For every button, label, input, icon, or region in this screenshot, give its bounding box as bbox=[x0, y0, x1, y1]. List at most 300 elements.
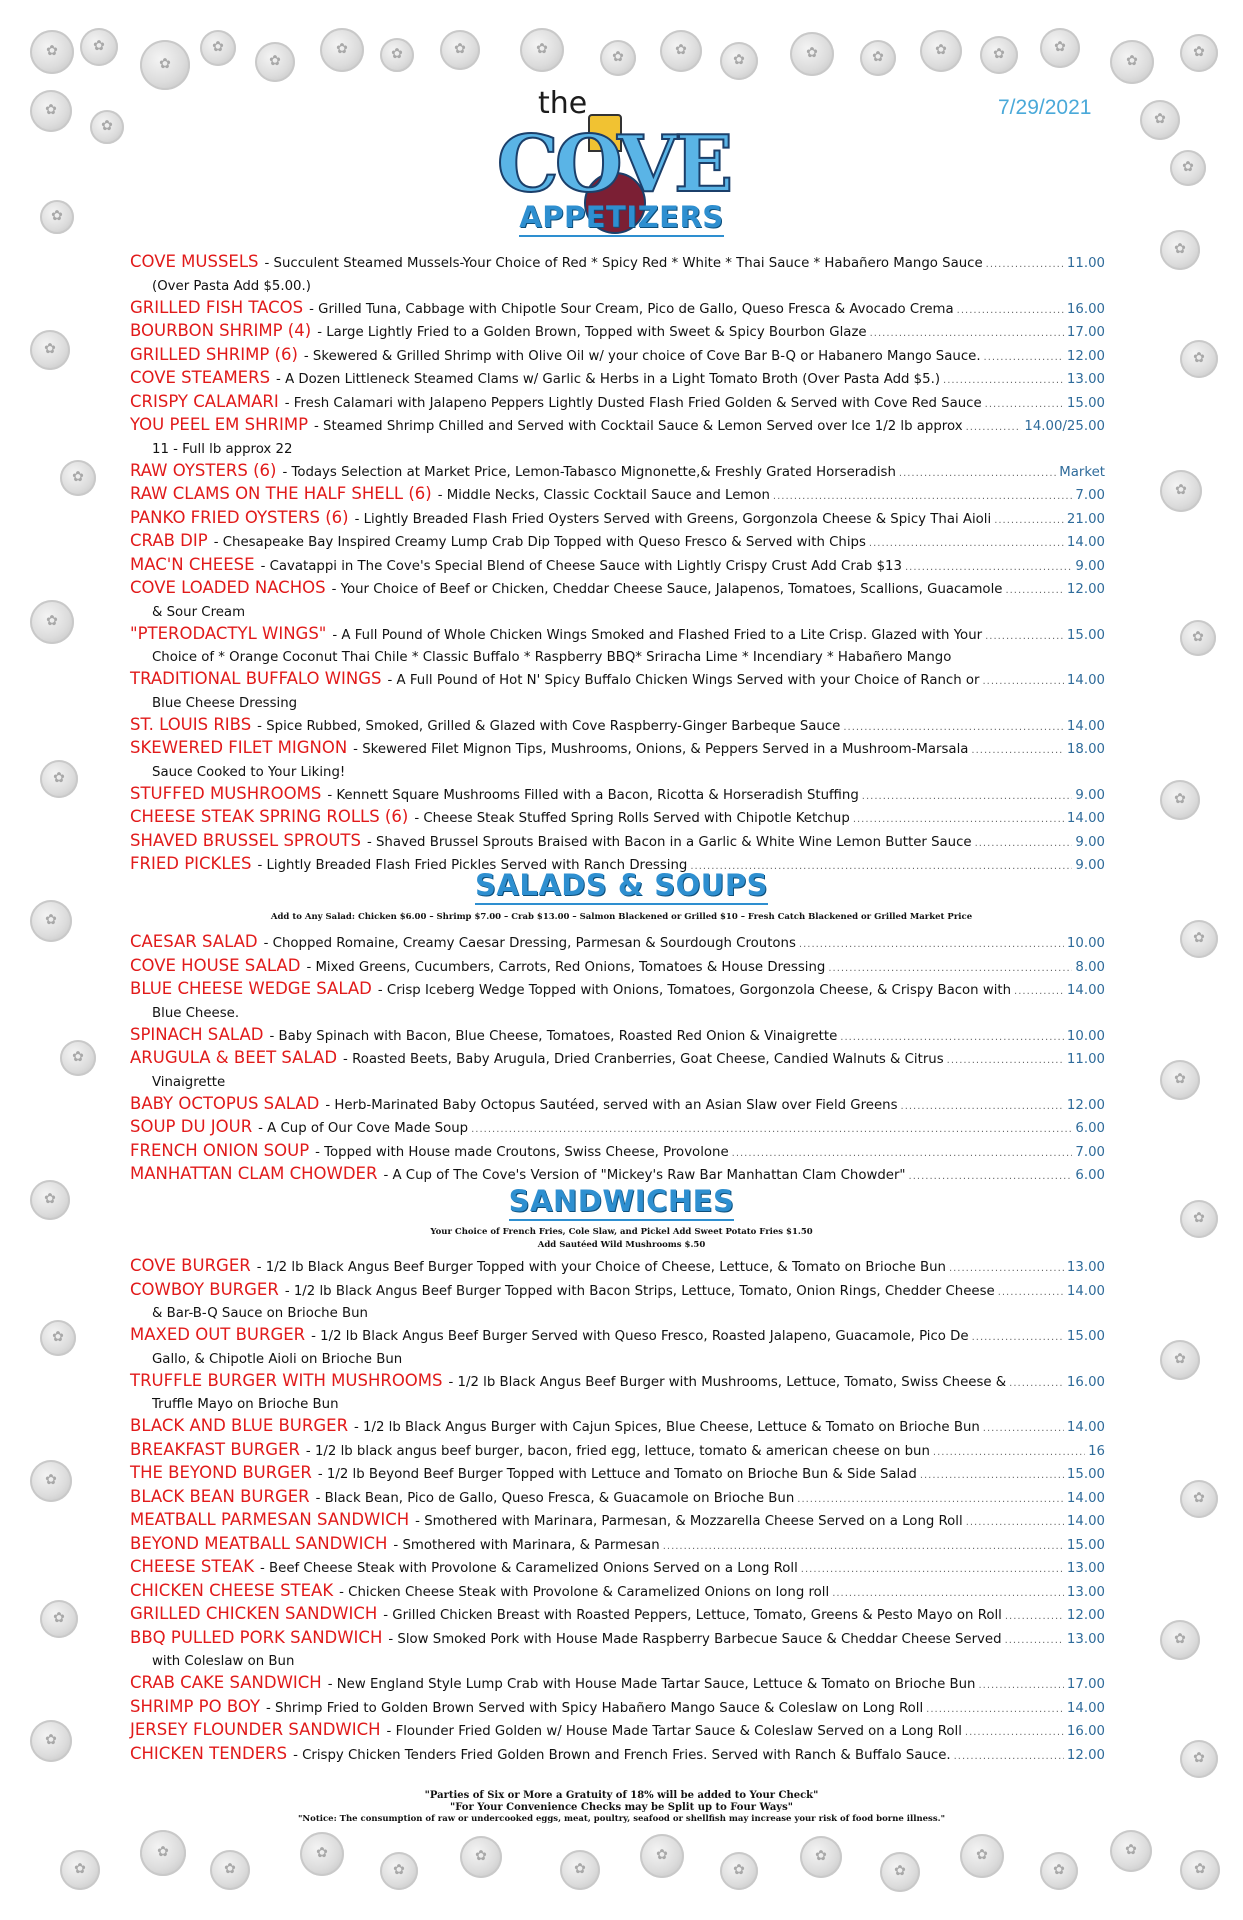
leader-dots bbox=[471, 1124, 1072, 1135]
menu-item-name: GRILLED CHICKEN SANDWICH bbox=[130, 1604, 378, 1623]
sand-dollar-decoration bbox=[1160, 470, 1202, 512]
sand-dollar-decoration bbox=[1180, 920, 1218, 958]
menu-item-price: 15.00 bbox=[1066, 1537, 1105, 1553]
sand-dollar-decoration bbox=[800, 1836, 842, 1878]
menu-item-name: CRAB DIP bbox=[130, 531, 208, 550]
menu-item-description: - Fresh Calamari with Jalapeno Peppers Lightly Dusted Flash Fried Golden & Served with Cove Red Sauce bbox=[284, 395, 982, 411]
sand-dollar-decoration bbox=[1110, 40, 1154, 84]
menu-item bbox=[130, 555, 1105, 579]
menu-item bbox=[130, 1094, 1105, 1118]
menu-item-description: - Cheese Steak Stuffed Spring Rolls Served with Chipotle Ketchup bbox=[414, 811, 850, 826]
menu-item-name: COVE MUSSELS bbox=[130, 252, 259, 271]
leader-dots bbox=[799, 939, 1064, 950]
sand-dollar-decoration bbox=[860, 40, 896, 76]
menu-item-description: - Kennett Square Mushrooms Filled with a Bacon, Ricotta & Horseradish Stuffing bbox=[327, 787, 859, 803]
menu-item bbox=[130, 956, 1105, 980]
menu-item-price: 6.00 bbox=[1075, 1168, 1105, 1183]
menu-item-price: 15.00 bbox=[1066, 1329, 1105, 1344]
menu-item-description: - Lightly Breaded Flash Fried Oysters Served with Greens, Gorgonzola Cheese & Spicy Thai Aioli bbox=[354, 511, 992, 527]
menu-item-name: BBQ PULLED PORK SANDWICH bbox=[130, 1627, 383, 1647]
leader-dots bbox=[801, 1564, 1064, 1575]
leader-dots bbox=[843, 722, 1064, 733]
menu-item bbox=[130, 1256, 1105, 1280]
menu-item bbox=[130, 508, 1105, 532]
menu-item bbox=[130, 298, 1105, 322]
menu-item-description-continued: 11 - Full lb approx 22 bbox=[152, 441, 293, 457]
menu-item-price: 9.00 bbox=[1075, 558, 1105, 574]
sand-dollar-decoration bbox=[440, 30, 480, 70]
menu-item bbox=[130, 1463, 1105, 1487]
leader-dots bbox=[905, 562, 1072, 573]
menu-item bbox=[130, 1628, 1105, 1674]
menu-item bbox=[130, 979, 1105, 1025]
menu-item-description: - Steamed Shrimp Chilled and Served with Cocktail Sauce & Lemon Served over Ice 1/2 lb approx bbox=[314, 419, 963, 434]
menu-item-description: - Cavatappi in The Cove's Special Blend of Cheese Sauce with Lightly Crispy Crust Add Crab $13 bbox=[260, 558, 902, 574]
menu-item-name: SOUP DU JOUR bbox=[130, 1117, 253, 1136]
sand-dollar-decoration bbox=[40, 1320, 76, 1356]
menu-item-description: - Black Bean, Pico de Gallo, Queso Fresca, & Guacamole on Brioche Bun bbox=[315, 1490, 795, 1506]
leader-dots bbox=[870, 328, 1064, 339]
leader-dots bbox=[965, 1727, 1064, 1738]
menu-item-description-continued: (Over Pasta Add $5.00.) bbox=[152, 278, 311, 294]
sandwich-sides-note: Your Choice of French Fries, Cole Slaw, and Pickel Add Sweet Potato Fries $1.50 bbox=[430, 1227, 813, 1237]
menu-item bbox=[130, 784, 1105, 808]
menu-item bbox=[130, 1117, 1105, 1141]
menu-item-description: - Smothered with Marinara, Parmesan, & Mozzarella Cheese Served on a Long Roll bbox=[415, 1514, 963, 1529]
menu-item-description: - Slow Smoked Pork with House Made Raspberry Barbecue Sauce & Cheddar Cheese Served bbox=[388, 1631, 1002, 1647]
menu-item-price: 12.00 bbox=[1066, 582, 1105, 597]
split-check-note: "For Your Convenience Checks may be Split up to Four Ways" bbox=[450, 1802, 793, 1813]
menu-date: 7/29/2021 bbox=[998, 96, 1092, 119]
menu-item-name: GRILLED FISH TACOS bbox=[130, 297, 304, 317]
sand-dollar-decoration bbox=[880, 1852, 920, 1892]
menu-item-description: - A Cup of The Cove's Version of "Mickey's Raw Bar Manhattan Clam Chowder" bbox=[383, 1168, 906, 1183]
sand-dollar-decoration bbox=[320, 28, 364, 72]
menu-item-description: - Crisp Iceberg Wedge Topped with Onions, Tomatoes, Gorgonzola Cheese, & Crispy Bacon with bbox=[377, 983, 1012, 998]
menu-item-price: 16.00 bbox=[1066, 1724, 1105, 1739]
menu-item-price: 12.00 bbox=[1066, 348, 1105, 364]
menu-item-name: ARUGULA & BEET SALAD bbox=[130, 1048, 338, 1067]
menu-item-description-continued: Vinaigrette bbox=[152, 1074, 226, 1090]
sand-dollar-decoration bbox=[1180, 34, 1218, 72]
sand-dollar-decoration bbox=[210, 1850, 250, 1890]
sand-dollar-decoration bbox=[1040, 1852, 1078, 1890]
sand-dollar-decoration bbox=[520, 28, 564, 72]
sand-dollar-decoration bbox=[1160, 1060, 1200, 1100]
menu-item-description: - Crispy Chicken Tenders Fried Golden Brown and French Fries. Served with Ranch & Buffalo Sauce. bbox=[293, 1747, 951, 1763]
menu-item-price: 14.00 bbox=[1066, 535, 1105, 550]
sand-dollar-decoration bbox=[1140, 100, 1180, 140]
menu-item bbox=[130, 1673, 1105, 1697]
leader-dots bbox=[901, 1101, 1064, 1112]
menu-item-name: STUFFED MUSHROOMS bbox=[130, 783, 322, 803]
menu-item bbox=[130, 1720, 1105, 1744]
menu-item-price: 15.00 bbox=[1066, 395, 1105, 411]
sand-dollar-decoration bbox=[460, 1836, 502, 1878]
menu-item-name: SPINACH SALAD bbox=[130, 1024, 264, 1044]
menu-item bbox=[130, 1280, 1105, 1326]
menu-item-description: - Roasted Beets, Baby Arugula, Dried Cranberries, Goat Cheese, Candied Walnuts & Citrus bbox=[343, 1052, 944, 1067]
sandwiches-list bbox=[130, 1256, 1105, 1767]
menu-item-name: YOU PEEL EM SHRIMP bbox=[130, 415, 309, 434]
menu-item-price: 10.00 bbox=[1066, 1028, 1105, 1044]
menu-item-name: COVE STEAMERS bbox=[130, 368, 271, 387]
menu-item bbox=[130, 831, 1105, 855]
menu-item-price: 12.00 bbox=[1066, 1747, 1105, 1763]
leader-dots bbox=[920, 1470, 1064, 1481]
menu-item-price: 14.00 bbox=[1066, 718, 1105, 734]
menu-item-price: 14.00/25.00 bbox=[1024, 419, 1105, 434]
leader-dots bbox=[971, 745, 1064, 756]
menu-item-description: - 1/2 lb Black Angus Beef Burger Topped with your Choice of Cheese, Lettuce, & Tomato on Brioche Bun bbox=[256, 1260, 946, 1275]
menu-item-description: - Skewered & Grilled Shrimp with Olive Oil w/ your choice of Cove Bar B-Q or Habanero Mango Sauce. bbox=[303, 348, 981, 364]
sand-dollar-decoration bbox=[1040, 28, 1080, 68]
sand-dollar-decoration bbox=[60, 1850, 100, 1890]
sand-dollar-decoration bbox=[200, 30, 236, 66]
menu-item-name: BEYOND MEATBALL SANDWICH bbox=[130, 1533, 388, 1553]
menu-item-name: TRADITIONAL BUFFALO WINGS bbox=[130, 669, 382, 688]
menu-item bbox=[130, 1581, 1105, 1605]
menu-item-name: SHRIMP PO BOY bbox=[130, 1696, 261, 1716]
food-safety-notice: "Notice: The consumption of raw or undercooked eggs, meat, poultry, seafood or shellfish may increase your risk of food borne illness." bbox=[297, 1814, 946, 1824]
menu-item bbox=[130, 1487, 1105, 1511]
salads-soups-heading: SALADS & SOUPS bbox=[0, 868, 1243, 902]
salad-addons-note: Add to Any Salad: Chicken $6.00 – Shrimp $7.00 – Crab $13.00 – Salmon Blackened or Grilled $10 – Fresh Catch Blackened or Grilled Market Price bbox=[270, 912, 973, 922]
menu-item-name: COVE HOUSE SALAD bbox=[130, 955, 301, 975]
menu-item bbox=[130, 1604, 1105, 1628]
menu-item-name: CHEESE STEAK SPRING ROLLS (6) bbox=[130, 807, 409, 826]
menu-item-price: 17.00 bbox=[1066, 325, 1105, 340]
sand-dollar-decoration bbox=[30, 30, 74, 74]
sand-dollar-decoration bbox=[140, 1830, 186, 1876]
menu-item-description: - 1/2 lb Black Angus Beef Burger with Mushrooms, Lettuce, Tomato, Swiss Cheese & bbox=[448, 1374, 1007, 1390]
sand-dollar-decoration bbox=[1180, 620, 1216, 656]
menu-item-name: ST. LOUIS RIBS bbox=[130, 714, 252, 734]
leader-dots bbox=[1005, 585, 1063, 596]
leader-dots bbox=[984, 352, 1064, 363]
leader-dots bbox=[933, 1447, 1085, 1458]
menu-item-price: 15.00 bbox=[1066, 1467, 1105, 1482]
menu-item-description: - 1/2 lb Black Angus Beef Burger Served with Queso Fresco, Roasted Jalapeno, Guacamole, Pico De bbox=[311, 1329, 969, 1344]
menu-item-price: 17.00 bbox=[1066, 1677, 1105, 1692]
menu-item-name: BOURBON SHRIMP (4) bbox=[130, 321, 312, 340]
menu-item-description-continued: & Bar-B-Q Sauce on Brioche Bun bbox=[152, 1306, 368, 1321]
menu-item-price: 13.00 bbox=[1066, 1260, 1105, 1275]
menu-item-description: - 1/2 lb Black Angus Burger with Cajun Spices, Blue Cheese, Lettuce & Tomato on Brioche Bun bbox=[354, 1420, 980, 1435]
menu-item-description: - Chicken Cheese Steak with Provolone & Caramelized Onions on long roll bbox=[339, 1584, 830, 1600]
menu-item-description: - Skewered Filet Mignon Tips, Mushrooms, Onions, & Peppers Served in a Mushroom-Marsala bbox=[353, 742, 969, 757]
menu-item-description: - A Dozen Littleneck Steamed Clams w/ Garlic & Herbs in a Light Tomato Broth (Over Pasta Add $5.) bbox=[276, 372, 941, 387]
menu-item-description: - Chopped Romaine, Creamy Caesar Dressing, Parmesan & Sourdough Croutons bbox=[263, 936, 796, 951]
gratuity-note: "Parties of Six or More a Gratuity of 18% will be added to Your Check" bbox=[424, 1790, 819, 1801]
leader-dots bbox=[853, 814, 1064, 825]
leader-dots bbox=[1014, 986, 1064, 997]
menu-item bbox=[130, 1510, 1105, 1534]
sand-dollar-decoration bbox=[1180, 1480, 1218, 1518]
menu-item bbox=[130, 368, 1105, 392]
menu-item bbox=[130, 1141, 1105, 1165]
sand-dollar-decoration bbox=[40, 760, 78, 798]
menu-item-description: - Baby Spinach with Bacon, Blue Cheese, Tomatoes, Roasted Red Onion & Vinaigrette bbox=[269, 1028, 838, 1044]
menu-item-price: 15.00 bbox=[1066, 627, 1105, 643]
menu-item bbox=[130, 807, 1105, 831]
menu-item bbox=[130, 531, 1105, 555]
leader-dots bbox=[975, 838, 1073, 849]
menu-item-description-continued: with Coleslaw on Bun bbox=[152, 1654, 295, 1669]
menu-item-description: - Beef Cheese Steak with Provolone & Caramelized Onions Served on a Long Roll bbox=[260, 1561, 798, 1576]
menu-item-price: 14.00 bbox=[1066, 673, 1105, 688]
menu-item-name: TRUFFLE BURGER WITH MUSHROOMS bbox=[130, 1370, 443, 1390]
menu-item-description: - Shaved Brussel Sprouts Braised with Bacon in a Garlic & White Wine Lemon Butter Sauce bbox=[366, 834, 972, 850]
menu-item-price: 21.00 bbox=[1066, 511, 1105, 527]
menu-item-description: - 1/2 lb Black Angus Beef Burger Topped with Bacon Strips, Lettuce, Tomato, Onion Rings, Chedder Cheese bbox=[284, 1283, 995, 1299]
menu-item-price: 10.00 bbox=[1066, 936, 1105, 951]
menu-item-name: BLACK BEAN BURGER bbox=[130, 1486, 310, 1506]
leader-dots bbox=[828, 963, 1072, 974]
menu-item-name: BLUE CHEESE WEDGE SALAD bbox=[130, 979, 372, 998]
menu-item-name: FRIED PICKLES bbox=[130, 854, 252, 873]
sand-dollar-decoration bbox=[60, 460, 96, 496]
menu-item-price: Market bbox=[1059, 464, 1105, 480]
menu-item-name: JERSEY FLOUNDER SANDWICH bbox=[130, 1720, 381, 1739]
menu-item-price: 13.00 bbox=[1066, 1631, 1105, 1647]
sand-dollar-decoration bbox=[1180, 1740, 1218, 1778]
menu-item bbox=[130, 738, 1105, 784]
sand-dollar-decoration bbox=[30, 600, 74, 644]
sand-dollar-decoration bbox=[1170, 150, 1206, 186]
leader-dots bbox=[994, 515, 1064, 526]
menu-item bbox=[130, 669, 1105, 715]
sand-dollar-decoration bbox=[640, 1834, 684, 1878]
menu-item-price: 8.00 bbox=[1075, 959, 1105, 975]
leader-dots bbox=[947, 1055, 1064, 1066]
leader-dots bbox=[1009, 1378, 1064, 1389]
sand-dollar-decoration bbox=[30, 1460, 72, 1502]
sandwich-mushroom-note: Add Sautéed Wild Mushrooms $.50 bbox=[537, 1240, 706, 1250]
menu-item-description: - A Full Pound of Whole Chicken Wings Smoked and Flashed Fried to a Lite Crisp. Glazed with Your bbox=[332, 627, 983, 643]
menu-item-description: - A Cup of Our Cove Made Soup bbox=[258, 1121, 469, 1136]
menu-item-description: - Your Choice of Beef or Chicken, Cheddar Cheese Sauce, Jalapenos, Tomatoes, Scallions, Guacamole bbox=[331, 582, 1003, 597]
logo-word-cove: COVE bbox=[496, 119, 730, 210]
menu-item-price: 18.00 bbox=[1066, 742, 1105, 757]
leader-dots bbox=[943, 375, 1064, 386]
menu-item bbox=[130, 252, 1105, 298]
sand-dollar-decoration bbox=[30, 1720, 72, 1762]
sand-dollar-decoration bbox=[790, 32, 834, 76]
leader-dots bbox=[926, 1704, 1064, 1715]
menu-item-name: MAC'N CHEESE bbox=[130, 554, 255, 574]
menu-item-description: - Lightly Breaded Flash Fried Pickles Served with Ranch Dressing bbox=[257, 858, 688, 873]
menu-item-description-continued: & Sour Cream bbox=[152, 604, 246, 620]
menu-item-name: BREAKFAST BURGER bbox=[130, 1439, 300, 1459]
menu-item bbox=[130, 321, 1105, 345]
menu-item bbox=[130, 392, 1105, 416]
menu-item-price: 9.00 bbox=[1075, 858, 1105, 873]
leader-dots bbox=[1005, 1635, 1064, 1646]
menu-item-description: - A Full Pound of Hot N' Spicy Buffalo Chicken Wings Served with your Choice of Ranch or bbox=[387, 673, 980, 688]
leader-dots bbox=[862, 791, 1073, 802]
menu-item-price: 11.00 bbox=[1066, 256, 1105, 271]
menu-item bbox=[130, 1025, 1105, 1049]
menu-item-price: 7.00 bbox=[1075, 488, 1105, 503]
leader-dots bbox=[982, 676, 1063, 687]
leader-dots bbox=[985, 399, 1064, 410]
menu-item-description-continued: Blue Cheese. bbox=[152, 1005, 240, 1021]
menu-item-name: COVE BURGER bbox=[130, 1256, 251, 1275]
salads-list bbox=[130, 932, 1105, 1188]
menu-item bbox=[130, 415, 1105, 461]
menu-item-name: "PTERODACTYL WINGS" bbox=[130, 623, 327, 643]
leader-dots bbox=[909, 1171, 1073, 1182]
menu-item-name: CRISPY CALAMARI bbox=[130, 391, 279, 411]
sandwiches-heading: SANDWICHES bbox=[0, 1184, 1243, 1218]
menu-item-description-continued: Gallo, & Chipotle Aioli on Brioche Bun bbox=[152, 1351, 403, 1367]
menu-item bbox=[130, 1557, 1105, 1581]
menu-item bbox=[130, 461, 1105, 485]
leader-dots bbox=[966, 1517, 1064, 1528]
sand-dollar-decoration bbox=[140, 40, 190, 90]
menu-item-description: - Grilled Chicken Breast with Roasted Peppers, Lettuce, Tomato, Greens & Pesto Mayo on Roll bbox=[383, 1608, 1002, 1623]
menu-item-description: - Large Lightly Fried to a Golden Brown, Topped with Sweet & Spicy Bourbon Glaze bbox=[317, 325, 867, 340]
leader-dots bbox=[1005, 1611, 1064, 1622]
menu-item-name: COVE LOADED NACHOS bbox=[130, 578, 326, 597]
sand-dollar-decoration bbox=[80, 28, 118, 66]
leader-dots bbox=[840, 1032, 1064, 1043]
sand-dollar-decoration bbox=[380, 38, 414, 72]
logo-word-the: the bbox=[538, 86, 588, 121]
appetizers-heading: APPETIZERS bbox=[0, 200, 1243, 234]
sand-dollar-decoration bbox=[1180, 1850, 1220, 1890]
menu-item-description: - Smothered with Marinara, & Parmesan bbox=[393, 1537, 660, 1553]
menu-item-description-continued: Blue Cheese Dressing bbox=[152, 695, 298, 711]
menu-item-name: FRENCH ONION SOUP bbox=[130, 1140, 310, 1160]
leader-dots bbox=[949, 1263, 1064, 1274]
sand-dollar-decoration bbox=[1160, 1340, 1200, 1380]
menu-item-price: 6.00 bbox=[1075, 1121, 1105, 1136]
sand-dollar-decoration bbox=[255, 42, 295, 82]
menu-item-description-continued: Sauce Cooked to Your Liking! bbox=[152, 764, 346, 780]
leader-dots bbox=[986, 259, 1064, 270]
menu-item-description: - 1/2 lb Beyond Beef Burger Topped with Lettuce and Tomato on Brioche Bun & Side Salad bbox=[317, 1467, 917, 1482]
menu-item-price: 16.00 bbox=[1066, 1374, 1105, 1390]
menu-item-price: 7.00 bbox=[1075, 1144, 1105, 1160]
sand-dollar-decoration bbox=[960, 1834, 1004, 1878]
leader-dots bbox=[998, 1287, 1064, 1298]
sand-dollar-decoration bbox=[380, 1852, 418, 1890]
menu-item-name: GRILLED SHRIMP (6) bbox=[130, 344, 298, 364]
menu-item bbox=[130, 345, 1105, 369]
menu-item-name: COWBOY BURGER bbox=[130, 1279, 279, 1299]
sand-dollar-decoration bbox=[40, 1600, 78, 1638]
leader-dots bbox=[899, 468, 1056, 479]
menu-item bbox=[130, 932, 1105, 956]
menu-item-name: CRAB CAKE SANDWICH bbox=[130, 1673, 322, 1692]
menu-item-price: 14.00 bbox=[1066, 1514, 1105, 1529]
menu-item-name: PANKO FRIED OYSTERS (6) bbox=[130, 507, 349, 527]
menu-item-name: CHICKEN CHEESE STEAK bbox=[130, 1580, 334, 1600]
menu-item bbox=[130, 624, 1105, 670]
leader-dots bbox=[972, 1332, 1064, 1343]
menu-item-price: 14.00 bbox=[1066, 983, 1105, 998]
menu-item-description: - Shrimp Fried to Golden Brown Served with Spicy Habañero Mango Sauce & Coleslaw on Long Roll bbox=[266, 1700, 924, 1716]
menu-item-description-continued: Choice of * Orange Coconut Thai Chile * Classic Buffalo * Raspberry BBQ* Sriracha Lime * Incendiary * Habañero Mango bbox=[152, 650, 952, 665]
menu-item-name: MEATBALL PARMESAN SANDWICH bbox=[130, 1510, 410, 1529]
sand-dollar-decoration bbox=[300, 1832, 344, 1876]
sand-dollar-decoration bbox=[30, 90, 72, 132]
menu-item bbox=[130, 578, 1105, 624]
menu-item-description: - Succulent Steamed Mussels-Your Choice of Red * Spicy Red * White * Thai Sauce * Habañero Mango Sauce bbox=[264, 256, 983, 271]
menu-item-price: 14.00 bbox=[1066, 1490, 1105, 1506]
menu-item-description: - Flounder Fried Golden w/ House Made Tartar Sauce & Coleslaw Served on a Long Roll bbox=[386, 1724, 962, 1739]
menu-item-description: - Mixed Greens, Cucumbers, Carrots, Red Onions, Tomatoes & House Dressing bbox=[306, 959, 826, 975]
menu-item-price: 16 bbox=[1088, 1443, 1105, 1459]
leader-dots bbox=[966, 422, 1022, 433]
menu-item-description: - 1/2 lb black angus beef burger, bacon, fried egg, lettuce, tomato & american cheese on bun bbox=[305, 1443, 930, 1459]
menu-item-price: 13.00 bbox=[1066, 1584, 1105, 1600]
leader-dots bbox=[663, 1541, 1064, 1552]
menu-item-name: CHICKEN TENDERS bbox=[130, 1743, 288, 1763]
menu-item-name: MAXED OUT BURGER bbox=[130, 1325, 306, 1344]
menu-item-name: SKEWERED FILET MIGNON bbox=[130, 738, 348, 757]
menu-item-price: 12.00 bbox=[1066, 1097, 1105, 1113]
menu-item-name: RAW OYSTERS (6) bbox=[130, 460, 277, 480]
menu-item-price: 16.00 bbox=[1066, 301, 1105, 317]
menu-item-description: - Spice Rubbed, Smoked, Grilled & Glazed with Cove Raspberry-Ginger Barbeque Sauce bbox=[257, 718, 841, 734]
menu-item bbox=[130, 1697, 1105, 1721]
sand-dollar-decoration bbox=[600, 40, 636, 76]
menu-item bbox=[130, 484, 1105, 508]
sand-dollar-decoration bbox=[660, 30, 702, 72]
sand-dollar-decoration bbox=[1110, 1830, 1152, 1872]
sand-dollar-decoration bbox=[920, 30, 962, 72]
menu-item-description: - New England Style Lump Crab with House Made Tartar Sauce, Lettuce & Tomato on Brioche Bun bbox=[327, 1677, 976, 1692]
sand-dollar-decoration bbox=[720, 1852, 758, 1890]
menu-item-name: SHAVED BRUSSEL SPROUTS bbox=[130, 830, 361, 850]
sand-dollar-decoration bbox=[1160, 230, 1200, 270]
menu-item bbox=[130, 1371, 1105, 1417]
leader-dots bbox=[983, 1423, 1064, 1434]
menu-item-description: - Topped with House made Croutons, Swiss Cheese, Provolone bbox=[315, 1144, 729, 1160]
menu-item-name: BLACK AND BLUE BURGER bbox=[130, 1416, 349, 1435]
menu-item-description: - Middle Necks, Classic Cocktail Sauce and Lemon bbox=[437, 488, 770, 503]
appetizers-list bbox=[130, 252, 1105, 878]
sand-dollar-decoration bbox=[1180, 340, 1218, 378]
menu-item-name: CAESAR SALAD bbox=[130, 932, 258, 951]
leader-dots bbox=[954, 1751, 1064, 1762]
sand-dollar-decoration bbox=[60, 1040, 96, 1076]
leader-dots bbox=[732, 1148, 1073, 1159]
menu-item-price: 9.00 bbox=[1075, 787, 1105, 803]
sand-dollar-decoration bbox=[980, 36, 1018, 74]
leader-dots bbox=[869, 538, 1064, 549]
sand-dollar-decoration bbox=[560, 1850, 600, 1890]
menu-item-price: 13.00 bbox=[1066, 372, 1105, 387]
leader-dots bbox=[957, 305, 1064, 316]
sand-dollar-decoration bbox=[1160, 1620, 1200, 1660]
menu-item-description: - Herb-Marinated Baby Octopus Sautéed, served with an Asian Slaw over Field Greens bbox=[325, 1097, 898, 1113]
menu-item-name: RAW CLAMS ON THE HALF SHELL (6) bbox=[130, 484, 432, 503]
menu-item-price: 11.00 bbox=[1066, 1052, 1105, 1067]
menu-item bbox=[130, 715, 1105, 739]
sand-dollar-decoration bbox=[30, 330, 70, 370]
sand-dollar-decoration bbox=[1160, 780, 1200, 820]
menu-item-price: 14.00 bbox=[1066, 1420, 1105, 1435]
menu-item bbox=[130, 1325, 1105, 1371]
menu-item-description: - Grilled Tuna, Cabbage with Chipotle Sour Cream, Pico de Gallo, Queso Fresca & Avocado Crema bbox=[309, 301, 954, 317]
leader-dots bbox=[985, 631, 1064, 642]
menu-item-name: THE BEYOND BURGER bbox=[130, 1463, 312, 1482]
menu-item-description-continued: Truffle Mayo on Brioche Bun bbox=[152, 1397, 339, 1412]
